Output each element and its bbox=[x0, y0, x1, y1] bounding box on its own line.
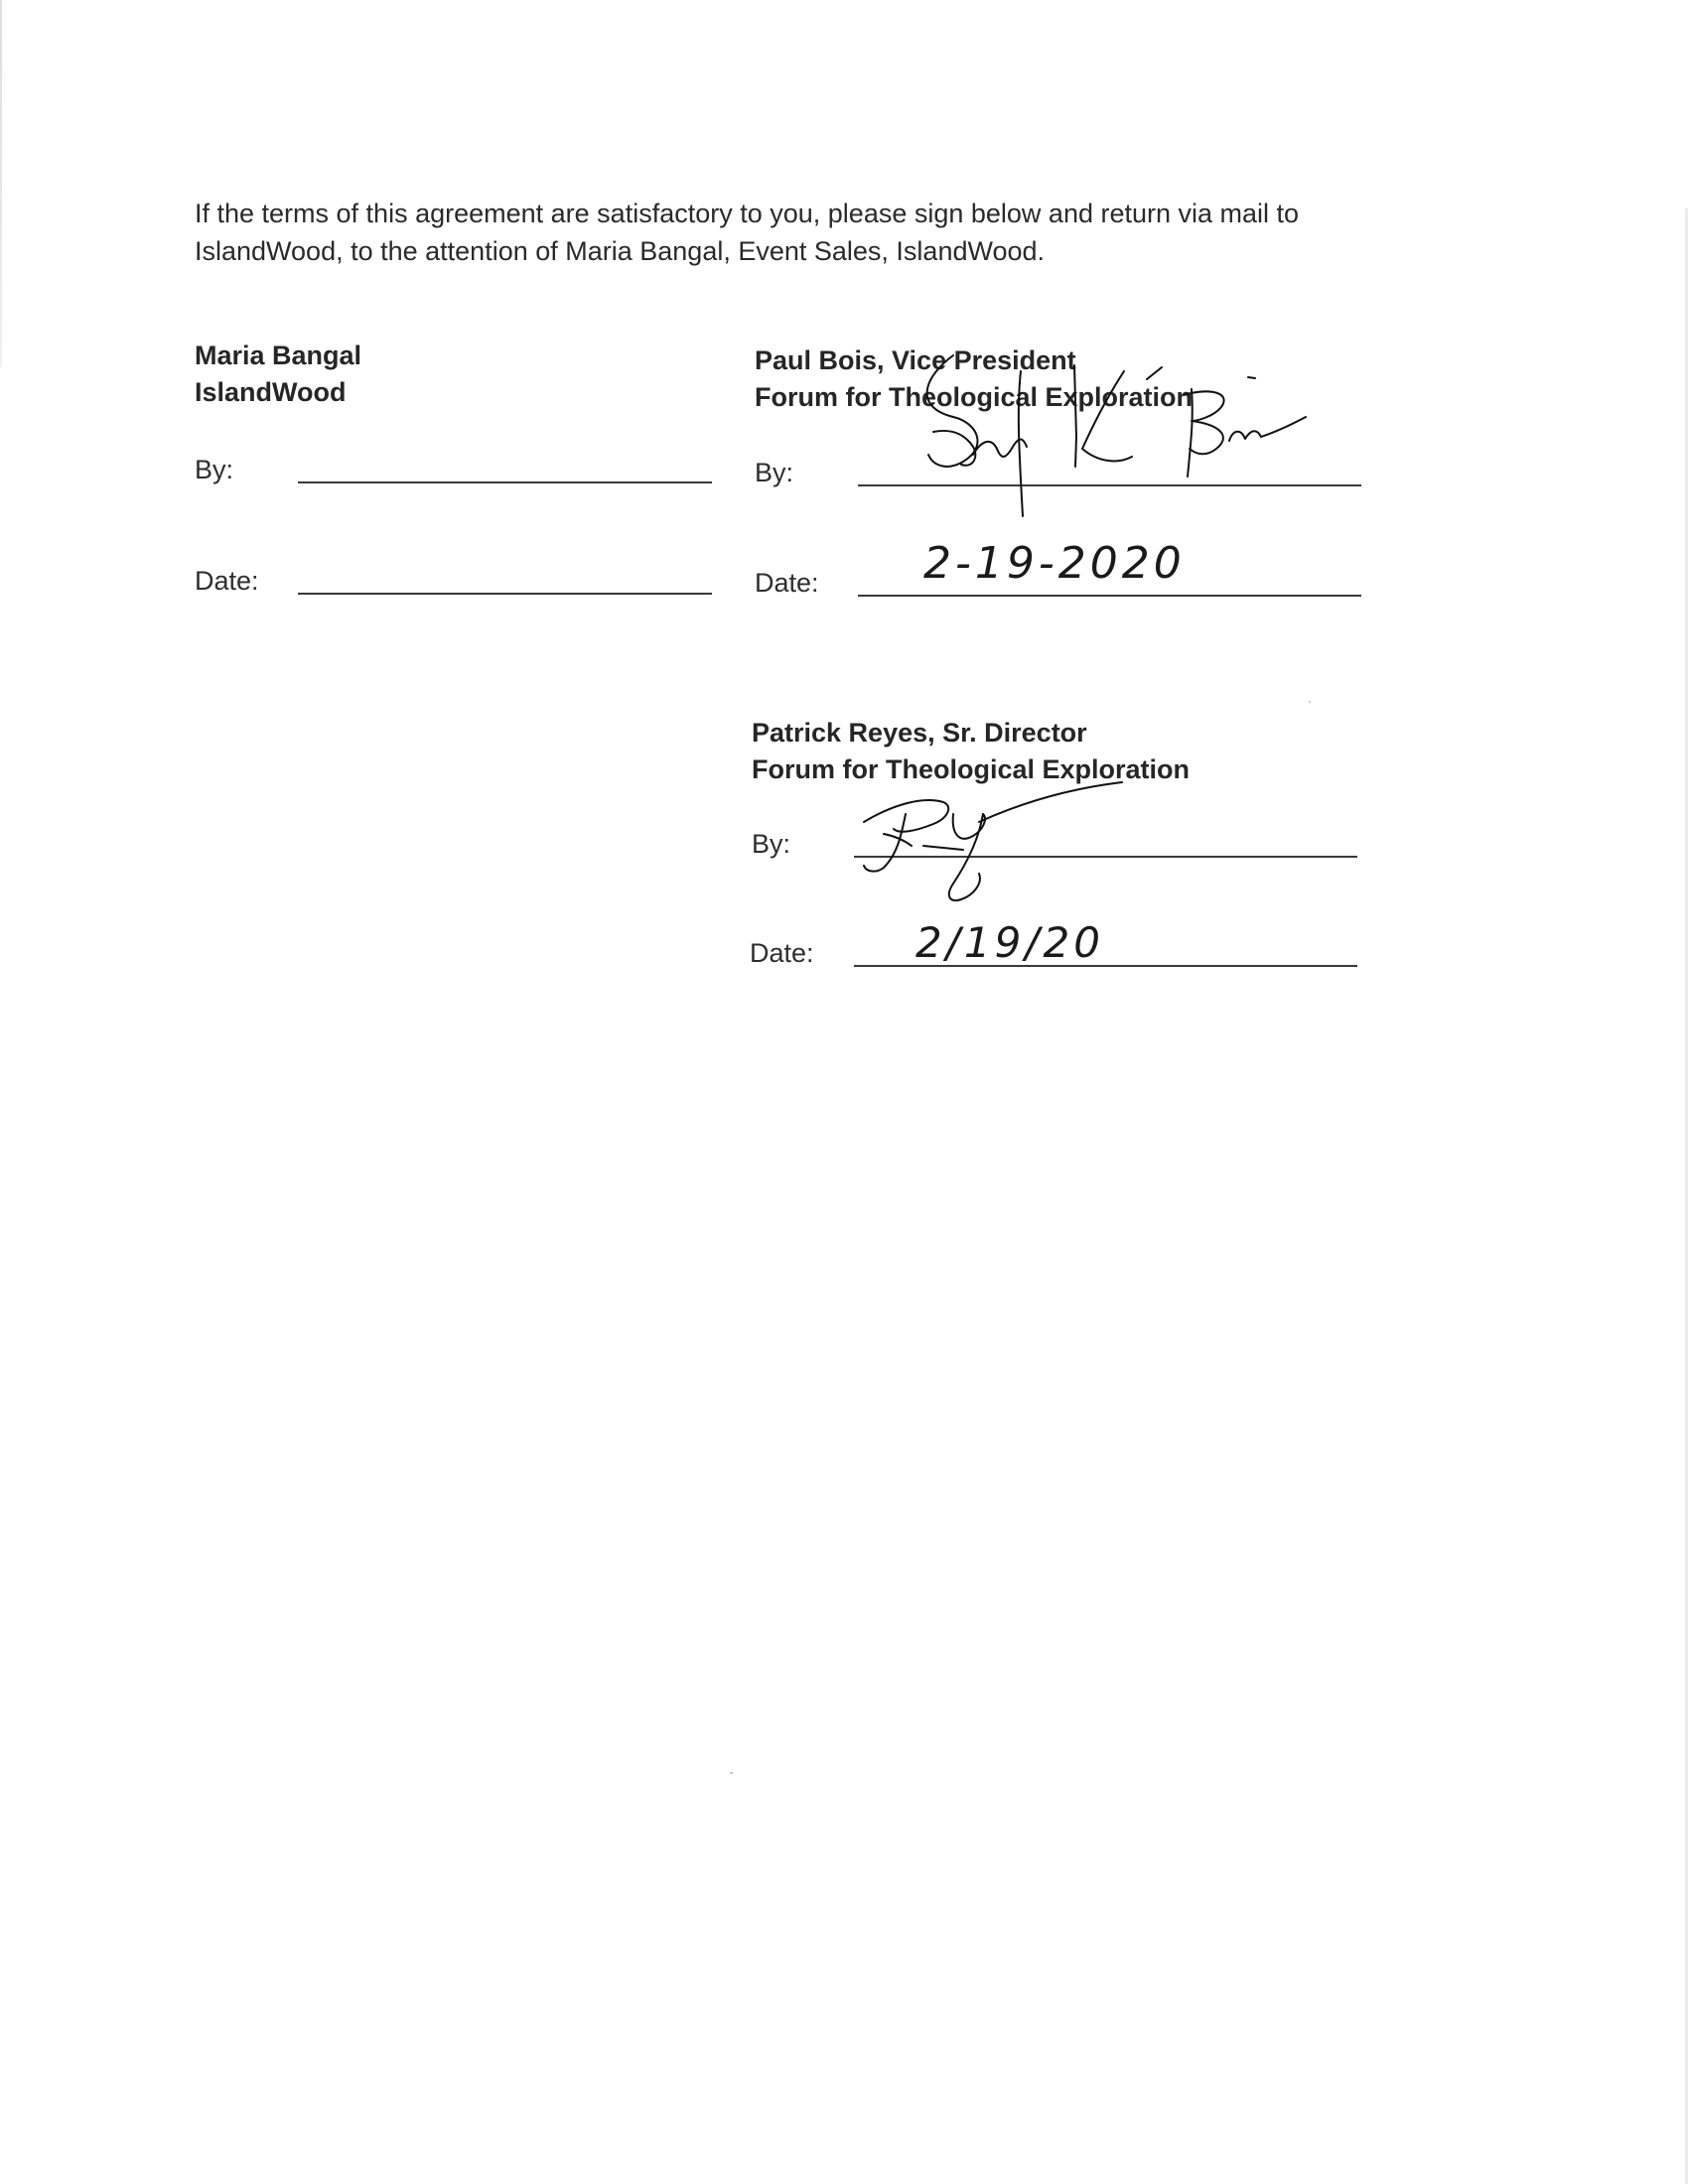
signer-name: Paul Bois, Vice President bbox=[755, 345, 1076, 375]
scan-speck bbox=[1309, 701, 1311, 703]
date-line-paul-bois[interactable] bbox=[858, 595, 1361, 597]
by-label: By: bbox=[755, 458, 794, 487]
scan-speck bbox=[730, 1772, 733, 1774]
handwritten-date-paul-bois: 2-19-2020 bbox=[923, 538, 1186, 589]
by-label: By: bbox=[752, 829, 791, 859]
agreement-instructions: If the terms of this agreement are satisfactory to you, please sign below and return via mail to IslandWood, to the attention of Maria Bangal, Event Sales, IslandWood. bbox=[195, 199, 1300, 266]
signer-block-islandwood bbox=[195, 338, 361, 411]
date-label: Date: bbox=[195, 566, 259, 596]
signer-name: Maria Bangal bbox=[195, 341, 362, 370]
signature-patrick-reyes bbox=[854, 774, 1172, 913]
by-label: By: bbox=[195, 455, 234, 484]
signer-organization: Forum for Theological Exploration bbox=[755, 382, 1194, 412]
handwritten-date-patrick-reyes: 2/19/20 bbox=[915, 918, 1104, 967]
signer-organization: IslandWood bbox=[195, 377, 347, 407]
signer-name: Patrick Reyes, Sr. Director bbox=[752, 718, 1087, 748]
signature-paul-bois bbox=[894, 338, 1311, 536]
date-label: Date: bbox=[750, 938, 814, 968]
scan-edge-left bbox=[0, 0, 2, 367]
signature-line-islandwood[interactable] bbox=[298, 481, 712, 483]
date-label: Date: bbox=[755, 568, 819, 598]
date-line-islandwood[interactable] bbox=[298, 593, 712, 595]
signer-organization: Forum for Theological Exploration bbox=[752, 754, 1191, 784]
